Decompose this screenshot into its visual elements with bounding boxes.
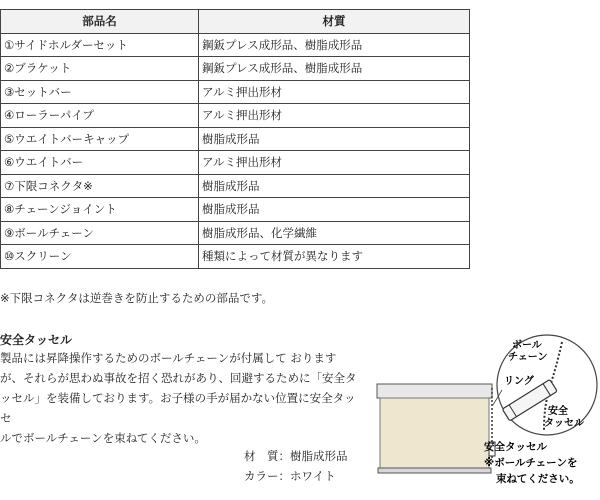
table-row bbox=[1, 245, 470, 269]
part-name-cell: ⑥ウエイトバー bbox=[1, 151, 199, 175]
table-row bbox=[1, 151, 470, 175]
table-row bbox=[1, 57, 470, 81]
description-line: が、それらが思わぬ事故を招く恐れがあり、回避するために「安全タ bbox=[0, 371, 357, 385]
safety-tassel-illustration bbox=[372, 330, 600, 500]
material-cell: アルミ押出形材 bbox=[199, 80, 470, 104]
caption-safety-tassel: 安全タッセル bbox=[484, 441, 547, 453]
blind-screen bbox=[380, 398, 489, 470]
label-ball: ボール bbox=[512, 340, 542, 351]
weight-bar bbox=[378, 468, 491, 473]
material-cell: アルミ押出形材 bbox=[199, 104, 470, 128]
table-row bbox=[1, 33, 470, 57]
table-row bbox=[1, 221, 470, 245]
material-cell: 種類によって材質が異なります bbox=[199, 245, 470, 269]
table-row bbox=[1, 174, 470, 198]
part-name-cell: ⑦下限コネクタ※ bbox=[1, 174, 199, 198]
table-header-row bbox=[1, 10, 470, 34]
description-line: ルでボールチェーンを束ねてください。 bbox=[0, 431, 206, 445]
label-safety-1: 安全 bbox=[548, 406, 568, 417]
material-cell: 樹脂成形品 bbox=[199, 127, 470, 151]
part-name-cell: ③セットバー bbox=[1, 80, 199, 104]
material-spec: 材 質：樹脂成形品 bbox=[244, 449, 348, 463]
safety-tassel-heading: 安全タッセル bbox=[0, 333, 73, 347]
part-name-cell: ④ローラーパイプ bbox=[1, 104, 199, 128]
table-row bbox=[1, 104, 470, 128]
description-line: ッセル」を装備しております。お子様の手が届かない位置に安全タッセ bbox=[0, 391, 356, 425]
color-spec: カラー：ホワイト bbox=[244, 469, 336, 483]
table-row bbox=[1, 127, 470, 151]
part-name-cell: ②ブラケット bbox=[1, 57, 199, 81]
material-cell: 鋼鈑プレス成形品、樹脂成形品 bbox=[199, 33, 470, 57]
description-line: 製品には昇降操作するためのボールチェーンが付属して おります bbox=[0, 351, 337, 365]
parts-table bbox=[0, 9, 470, 269]
label-chain: チェーン bbox=[508, 352, 548, 363]
part-name-cell: ⑤ウエイトバーキャップ bbox=[1, 127, 199, 151]
part-name-cell: ⑧チェーンジョイント bbox=[1, 198, 199, 222]
table-row bbox=[1, 80, 470, 104]
label-safety-2: タッセル bbox=[544, 418, 584, 429]
material-cell: 樹脂成形品 bbox=[199, 198, 470, 222]
blind-roller-head bbox=[377, 384, 492, 398]
tassel-spec bbox=[244, 446, 348, 486]
label-ring: リング bbox=[504, 376, 534, 387]
table-row bbox=[1, 198, 470, 222]
header-material: 材質 bbox=[199, 10, 470, 34]
material-cell: 樹脂成形品、化学繊維 bbox=[199, 221, 470, 245]
part-name-cell: ⑩スクリーン bbox=[1, 245, 199, 269]
material-cell: 樹脂成形品 bbox=[199, 174, 470, 198]
lower-connector-note: ※下限コネクタは逆巻きを防止するための部品です。 bbox=[0, 291, 273, 305]
safety-description bbox=[0, 348, 360, 448]
material-cell: アルミ押出形材 bbox=[199, 151, 470, 175]
caption-note-2: 束ねてください。 bbox=[496, 473, 580, 485]
part-name-cell: ①サイドホルダーセット bbox=[1, 33, 199, 57]
caption-note-1: ※ボールチェーンを bbox=[484, 457, 578, 469]
header-part-name: 部品名 bbox=[1, 10, 199, 34]
material-cell: 鋼鈑プレス成形品、樹脂成形品 bbox=[199, 57, 470, 81]
part-name-cell: ⑨ボールチェーン bbox=[1, 221, 199, 245]
